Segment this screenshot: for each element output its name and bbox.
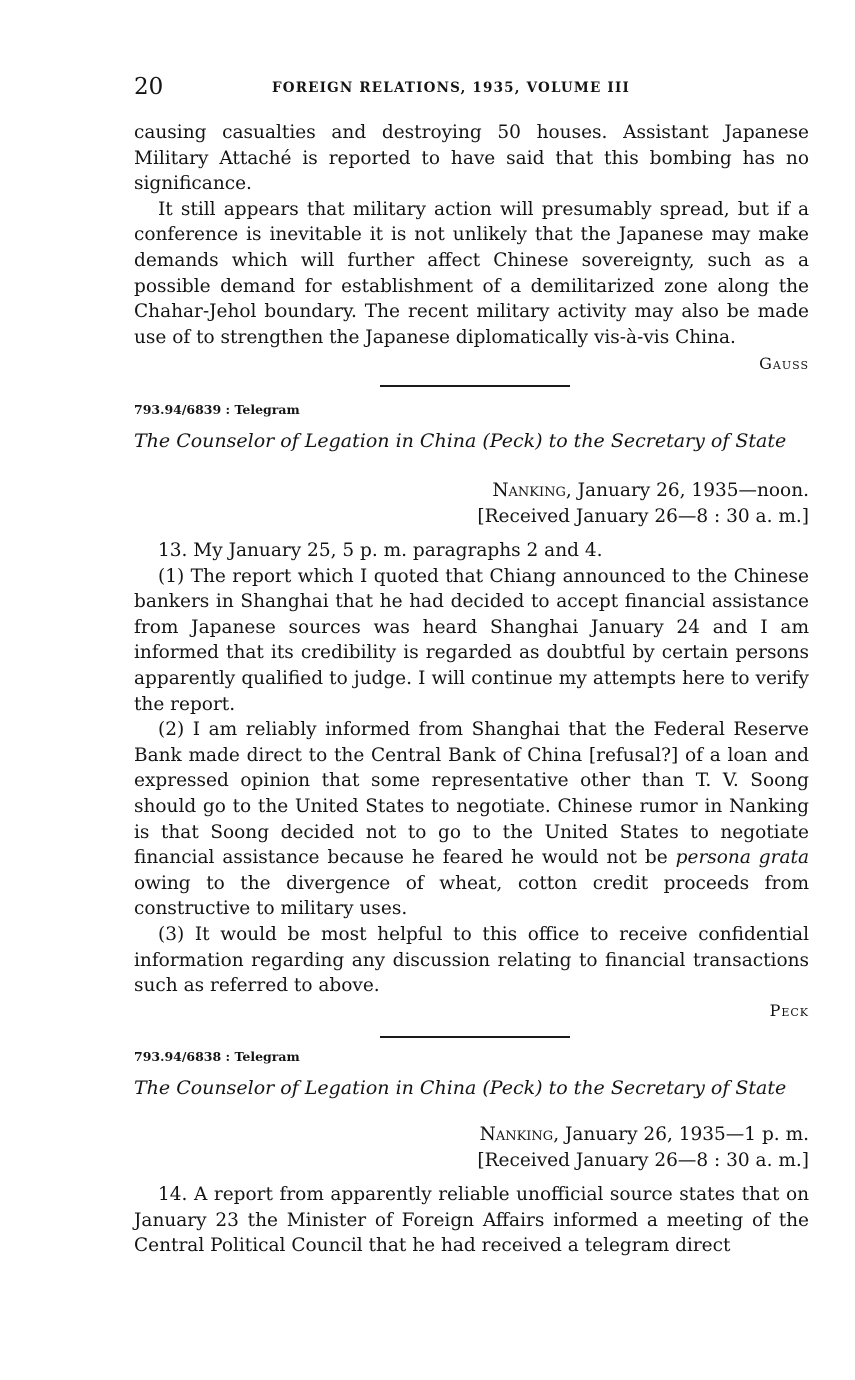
paragraph [134,717,809,922]
running-head: FOREIGN RELATIONS, 1935, VOLUME III [272,80,630,96]
file-number: 793.94/6839 : Telegram [134,402,300,417]
dateline-date [477,478,809,504]
file-number: 793.94/6838 : Telegram [134,1049,300,1064]
dateline [477,478,809,529]
dateline-time: , January 26, 1935—1 p. m. [553,1124,809,1145]
text-run: (2) I am reliably informed from Shanghai that the Federal Reserve Bank made direct to the Central Bank of China [refusal?] of a loan and expressed opinion that some representative other than T. V. Soong should go to the United States to negotiate. Chinese rumor in Nanking is that Soong decided not to go to the United States to negotiate financial assistance because he feared he would not be [134,719,809,869]
section-divider [380,1036,570,1038]
dateline-place: Nanking [479,1124,554,1145]
document-title: The Counselor of Legation in China (Peck) to the Secretary of State [134,1077,787,1099]
italic-phrase: persona grata [675,847,809,869]
document-title: The Counselor of Legation in China (Peck) to the Secretary of State [134,430,787,452]
paragraph: (3) It would be most helpful to this office to receive confidential information regarding any discussion relating to financial transactions such as referred to above. [134,923,809,997]
paragraph: 14. A report from apparently reliable unofficial source states that on January 23 the Minister of Foreign Affairs informed a meeting of the Central Political Council that he had received a telegram direct [134,1184,809,1257]
signature-gauss: Gauss [759,354,809,373]
paragraph: 13. My January 25, 5 p. m. paragraphs 2 and 4. [158,540,603,561]
dateline [477,1122,809,1173]
continued-text [134,120,809,350]
dateline-time: , January 26, 1935—noon. [565,480,809,501]
signature-peck: Peck [769,1001,809,1020]
telegram-body [134,1182,809,1259]
received-line: [Received January 26—8 : 30 a. m.] [477,1149,809,1171]
dateline-place: Nanking [492,480,566,501]
section-divider [380,385,570,387]
dateline-date [477,1122,809,1148]
paragraph: It still appears that military action will presumably spread, but if a conference is inevitable it is not unlikely that the Japanese may make demands which will further affect Chinese sovereignty, such as a possible demand for establishment of a demilitarized zone along the Chahar-Jehol boundary. The recent military activity may also be made use of to strengthen the Japanese diplomatically vis-à-vis China. [134,198,809,348]
received-line: [Received January 26—8 : 30 a. m.] [477,505,809,527]
text-run: owing to the divergence of wheat, cotton credit proceeds from constructive to military uses. [134,872,809,920]
paragraph: causing casualties and destroying 50 houses. Assistant Japanese Military Attaché is reported to have said that this bombing has no significance. [134,122,809,195]
page-number: 20 [134,74,164,100]
telegram-body [134,538,809,999]
paragraph: (1) The report which I quoted that Chiang announced to the Chinese bankers in Shanghai that he had decided to accept financial assistance from Japanese sources was heard Shanghai January 24 and I am informed that its credibility is regarded as doubtful by certain persons apparently qualified to judge. I will continue my attempts here to verify the report. [134,565,809,715]
page-header [134,74,809,104]
